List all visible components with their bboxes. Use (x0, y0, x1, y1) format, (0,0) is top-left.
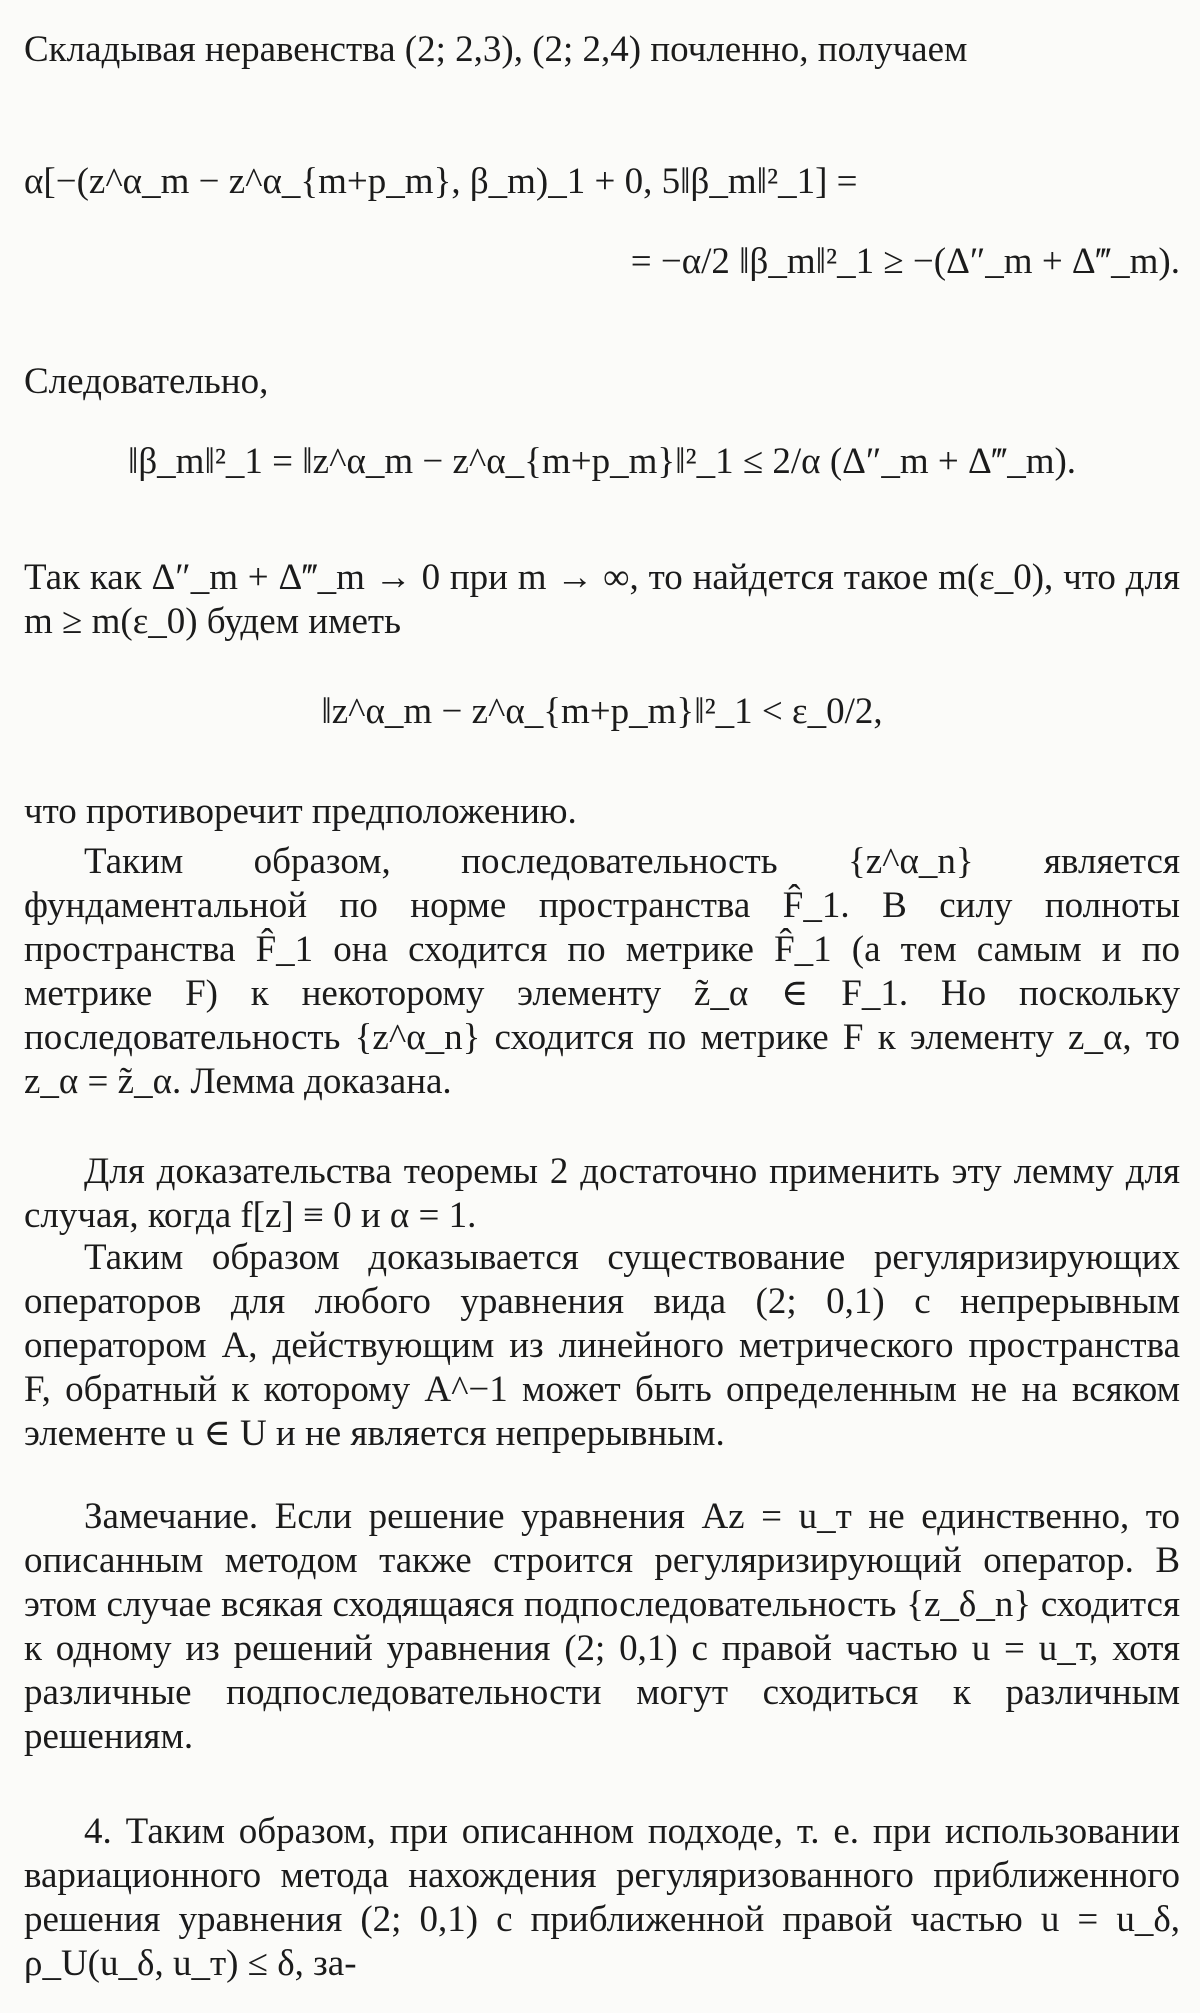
paragraph-2: Для доказательства теоремы 2 достаточно применить эту лемму для случая, когда f[z] ≡ 0 и α = 1. (24, 1151, 1180, 1236)
equation-3: ‖z^α_m − z^α_{m+p_m}‖²_1 < ε_0/2, (321, 691, 883, 732)
equation-1b: = −α/2 ‖β_m‖²_1 ≥ −(Δ″_m + Δ‴_m). (630, 241, 1180, 282)
text-line: что противоречит предположению. (24, 791, 577, 832)
paragraph-4: Замечание. Если решение уравнения Az = u_т не единственно, то описанным методом также строится регуляризирующий оператор. В этом случае всякая сходящаяся подпоследовательность {z_δ_n} сходится к одному из решений уравнения (2; 0,1) с правой частью u = u_т, хотя различные подпоследовательности могут сходиться к различным решениям. (24, 1496, 1180, 1757)
text-paragraph: Так как Δ″_m + Δ‴_m → 0 при m → ∞, то найдется такое m(ε_0), что для m ≥ m(ε_0) будем иметь (24, 557, 1180, 642)
equation-2: ‖β_m‖²_1 = ‖z^α_m − z^α_{m+p_m}‖²_1 ≤ 2/α (Δ″_m + Δ‴_m). (127, 441, 1077, 482)
paragraph-3: Таким образом доказывается существование регуляризирующих операторов для любого уравнения вида (2; 0,1) с непрерывным оператором A, действующим из линейного метрического пространства F, обратный к которому A^−1 может быть определенным не на всяком элементе u ∈ U и не является непрерывным. (24, 1237, 1180, 1454)
equation-1a: α[−(z^α_m − z^α_{m+p_m}, β_m)_1 + 0, 5‖β_m‖²_1] = (24, 161, 858, 202)
text-line: Следовательно, (24, 361, 269, 402)
paragraph-5: 4. Таким образом, при описанном подходе, т. е. при использовании вариационного метода нахождения регуляризованного приближенного решения уравнения (2; 0,1) с приближенной правой частью u = u_δ, ρ_U(u_δ, u_т) ≤ δ, за- (24, 1811, 1180, 1984)
paragraph-1: Таким образом, последовательность {z^α_n} является фундаментальной по норме пространства F̂_1. В силу полноты пространства F̂_1 она сходится по метрике F̂_1 (а тем самым и по метрике F) к некоторому элементу z̃_α ∈ F_1. Но поскольку последовательность {z^α_n} сходится по метрике F к элементу z_α, то z_α = z̃_α. Лемма доказана. (24, 841, 1180, 1102)
text-line: Складывая неравенства (2; 2,3), (2; 2,4) почленно, получаем (24, 29, 968, 70)
